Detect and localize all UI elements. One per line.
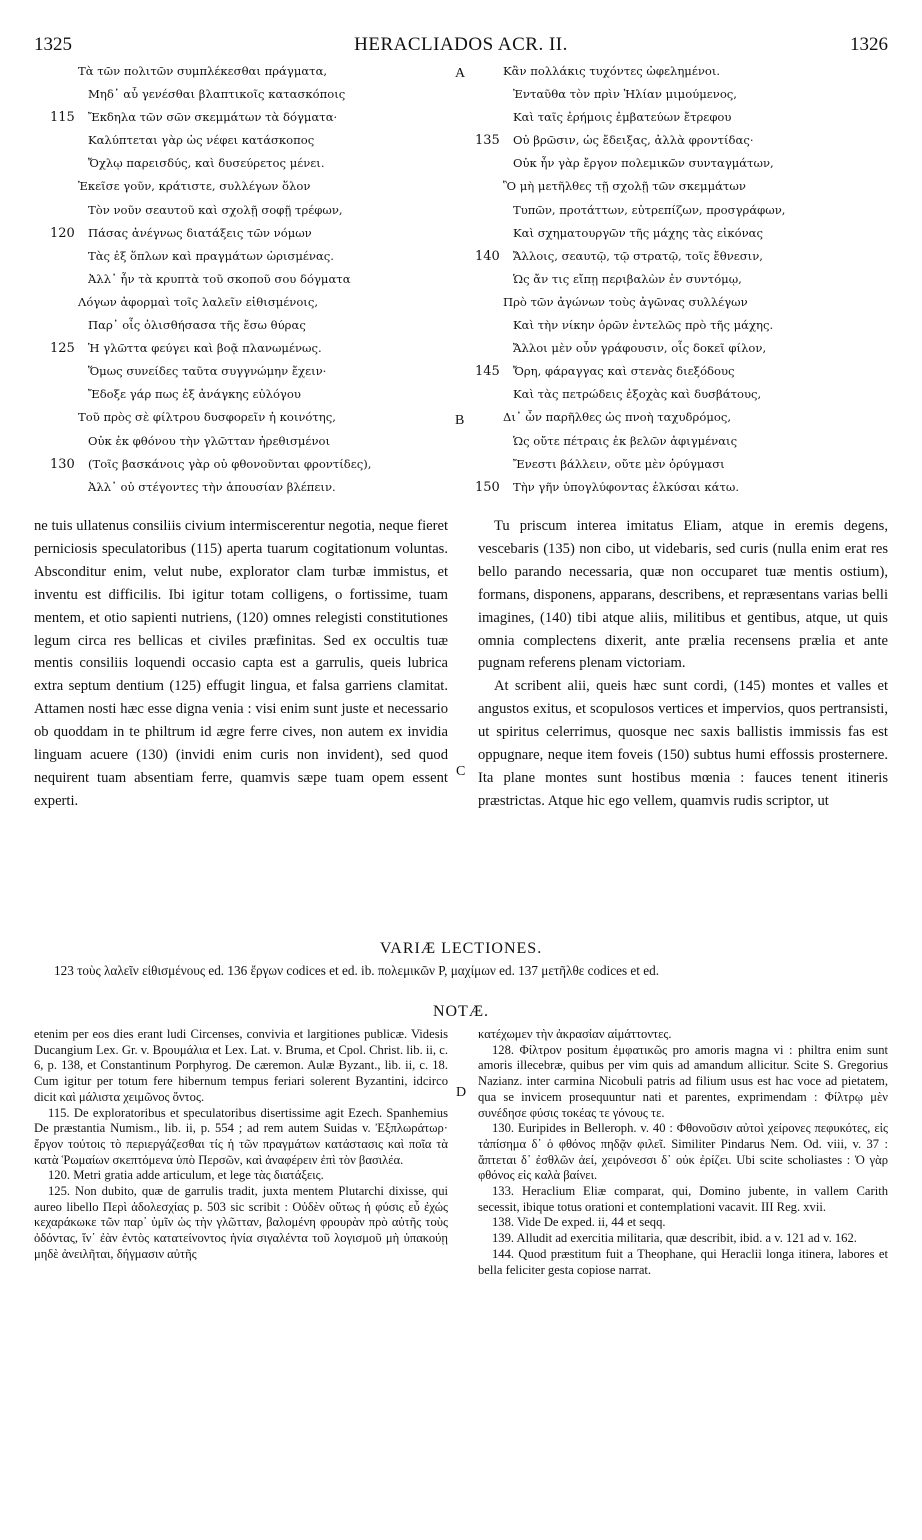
margin-letter-b: B	[455, 413, 465, 428]
verse-text: Λόγων ἀφορμαὶ τοῖς λαλεῖν εἰθισμένοις,	[78, 294, 319, 309]
verse-text: Ἐκεῖσε γοῦν, κράτιστε, συλλέγων ὅλον	[78, 179, 311, 194]
note-paragraph: κατέχωμεν τὴν ἀκρασίαν αἱμάττοντες.	[478, 1027, 672, 1041]
greek-verse-right-column	[475, 60, 895, 499]
verse-line	[50, 60, 460, 83]
verse-line	[475, 383, 895, 406]
verse-text: Ὡς ἄν τις εἴπῃ περιβαλὼν ἐν συντόμῳ,	[513, 271, 742, 286]
verse-number: 135	[475, 133, 500, 149]
note-paragraph: 144. Quod præstitum fuit a Theophane, qui Heraclii longa itinera, labores et bella feliciter gesta copiose narrat.	[478, 1246, 888, 1277]
verse-line	[50, 337, 460, 360]
note-paragraph: 138. Vide De exped. ii, 44 et seqq.	[492, 1215, 666, 1230]
verse-line	[475, 314, 895, 337]
verse-line	[475, 430, 895, 453]
verse-number: 140	[475, 248, 500, 264]
verse-text: Ἀλλ᾽ οὐ στέγοντες τὴν ἀπουσίαν βλέπειν.	[88, 479, 336, 494]
verse-line	[475, 106, 895, 129]
verse-text: Τὸν νοῦν σεαυτοῦ καὶ σχολῇ σοφῇ τρέφων,	[88, 202, 343, 217]
verse-text: Πάσας ἀνέγνως διατάξεις τῶν νόμων	[88, 225, 312, 240]
verse-line	[50, 129, 460, 152]
variae-lectiones-text: 123 τοὺς λαλεῖν εἰθισμένους ed. 136 ἔργων codices et ed. ib. πολεμικῶν P, μαχίμων ed. 137 μετῆλθε codices et ed.	[54, 963, 659, 978]
verse-text: Ἀλλ᾽ ἦν τὰ κρυπτὰ τοῦ σκοποῦ σου δόγματα	[88, 271, 351, 286]
verse-number: 150	[475, 479, 500, 495]
verse-line	[475, 60, 895, 83]
note-paragraph: 130. Euripides in Belleroph. v. 40 : Φθονοῦσιν αὐτοὶ χείρονες πεφυκότες, εἰς τἀπίσημα δ᾽ ὁ φθόνος πηδᾷν φιλεῖ. Similiter Pindarus Nem. Od. viii, v. 37 : ἅπτεται δ᾽ ἐσθλῶν ἀεί, χειρόνεσσι δ᾽ οὐκ ἐρίζει. Ubi scite scholiastes : Ὁ γὰρ φθόνος εἰς καλὰ βαίνει.	[478, 1121, 888, 1183]
verse-text: Τυπῶν, προτάττων, εὐτρεπίζων, προσγράφων,	[513, 202, 786, 217]
verse-number: 120	[50, 225, 75, 241]
verse-line	[475, 406, 895, 429]
verse-number: 115	[50, 110, 75, 126]
verse-text: Ἄλλοις, σεαυτῷ, τῷ στρατῷ, τοῖς ἔθνεσιν,	[513, 248, 763, 263]
verse-line	[50, 268, 460, 291]
verse-text: Καὶ τὰς πετρώδεις ἐξοχὰς καὶ δυσβάτους,	[513, 387, 762, 402]
page-number-right: 1326	[850, 34, 888, 55]
note-paragraph: 115. De exploratoribus et speculatoribus disertissime agit Ezech. Spanhemius De præstantia Numism., lib. ii, p. 554 ; ad rem autem Suidas v. Ἐξπλωράτωρ· ἔργον τούτοις τὸ περιεργάζεσθαι τίς ἡ τῶν πραγμάτων κατάστασις καὶ ποῖα τὰ κατὰ Ῥωμαίων σκεπτόμενα ὑπὸ Περσῶν, καὶ ἀναφέρειν ἐπὶ τὸν βασιλέα.	[34, 1105, 448, 1167]
latin-translation-right	[478, 515, 888, 813]
verse-line	[50, 245, 460, 268]
verse-text: Καὶ ταῖς ἐρήμοις ἐμβατεύων ἔτρεφου	[513, 110, 732, 125]
verse-line	[475, 83, 895, 106]
verse-line	[475, 245, 895, 268]
note-paragraph: 139. Alludit ad exercitia militaria, quæ describit, ibid. a v. 121 ad v. 162.	[492, 1231, 857, 1246]
running-title: HERACLIADOS ACR. II.	[354, 34, 568, 55]
page-header	[34, 34, 888, 56]
margin-letter-d: D	[456, 1085, 467, 1100]
greek-verse-left-column	[50, 60, 460, 499]
verse-line	[50, 406, 460, 429]
note-paragraph: 133. Heraclium Eliæ comparat, qui, Domino jubente, in vallem Carith secessit, ibique totus orationi et contemplationi vacavit. III Reg. xvii.	[478, 1184, 888, 1214]
verse-number: 125	[50, 341, 75, 357]
verse-text: Τὴν γῆν ὑπογλύφοντας ἑλκύσαι κάτω.	[513, 479, 740, 494]
verse-text: Ὄχλῳ παρεισδύς, καὶ δυσεύρετος μένει.	[88, 156, 325, 171]
verse-text: Ἡ γλῶττα φεύγει καὶ βοᾷ πλανωμένως.	[88, 341, 322, 356]
note-paragraph: etenim per eos dies erant ludi Circenses, convivia et largitiones publicæ. Videsis Ducangium Lex. Gr. v. Βρουμάλια et Lex. Lat. v. Bruma, et Cpol. Christ. lib. ii, c. 6, p. 138, et Constantinum Porphyrog. De cæremon. Aulæ Byzant., lib. ii, c. 18. Cum igitur per totum fere hibernum tempus feriari solerent Byzantini, idcirco dicit καὶ μάλιστα χειμῶνος ὄντος.	[34, 1027, 448, 1104]
notes-left-column	[34, 1027, 448, 1263]
verse-line	[50, 360, 460, 383]
verse-line	[50, 83, 460, 106]
verse-text: Πρὸ τῶν ἀγώνων τοὺς ἀγῶνας συλλέγων	[503, 294, 748, 309]
verse-line	[50, 199, 460, 222]
note-paragraph: 128. Φίλτρον positum ἐμφατικῶς pro amoris magna vi : philtra enim sunt amoris illecebræ, quibus per vim quis ad amandum allicitur. Scite S. Gregorius Nazianz. inter carmina Nicobuli patris ad filium usus est hac voce ad pietatem, qua se invicem prosequuntur nati et parentes, exprimendam : Φίλτρῳ μὲν συνέδησε φύσις τοκέας τε γόνους τε.	[478, 1042, 888, 1120]
verse-line	[50, 222, 460, 245]
verse-text: Οὐκ ἦν γὰρ ἔργον πολεμικῶν συνταγμάτων,	[513, 156, 774, 171]
verse-line	[50, 291, 460, 314]
verse-text: Ἄλλοι μὲν οὖν γράφουσιν, οἷς δοκεῖ φίλον,	[513, 341, 767, 356]
verse-line	[50, 106, 460, 129]
verse-line	[475, 291, 895, 314]
verse-line	[475, 175, 895, 198]
verse-line	[50, 453, 460, 476]
note-paragraph: 125. Non dubito, quæ de garrulis tradit, juxta mentem Plutarchi dixisse, qui aureo libello Περὶ ἀδολεσχίας p. 503 sic scribit : Οὐδὲν οὕτως ἡ φύσις εὖ ἐχώς κεχαράκωκε τῶν παρ᾽ ὑμῖν ὡς τὴν γλῶτταν, βαλομένη φρουρὰν πρὸ αὐτῆς τοὺς ὀδόντας, ἵν᾽ ἐὰν ἐντὸς κατατείνοντος ἡνία σιγαλέντα τοῦ λογισμοῦ μὴ ὑπακούῃ μηδὲ ἀνειλῆται, δήγμασιν αὐτῆς	[34, 1184, 448, 1261]
notes-right-column	[478, 1027, 888, 1278]
verse-line	[475, 222, 895, 245]
verse-text: Τὰ τῶν πολιτῶν συμπλέκεσθαι πράγματα,	[78, 64, 328, 78]
verse-text: Παρ᾽ οἷς ὀλισθήσασα τῆς ἔσω θύρας	[88, 318, 306, 333]
verse-text: Ὅμως συνείδες ταῦτα συγγνώμην ἔχειν·	[88, 364, 327, 379]
latin-translation-left	[34, 515, 448, 813]
verse-number: 130	[50, 456, 75, 472]
verse-text: Ἔνεστι βάλλειν, οὔτε μὲν ὀρύγμασι	[513, 456, 725, 471]
verse-text: Τοῦ πρὸς σὲ φίλτρου δυσφορεῖν ἡ κοινότης,	[78, 410, 336, 425]
note-paragraph: 120. Metri gratia adde articulum, et lege τὰς διατάξεις.	[48, 1168, 324, 1183]
verse-line	[50, 383, 460, 406]
verse-line	[475, 199, 895, 222]
verse-line	[475, 268, 895, 291]
verse-text: Ὃ μὴ μετῆλθες τῇ σχολῇ τῶν σκεμμάτων	[503, 179, 746, 194]
verse-line	[475, 152, 895, 175]
page-number-left: 1325	[34, 34, 72, 55]
verse-line	[475, 360, 895, 383]
verse-text: Ὡς οὔτε πέτραις ἐκ βελῶν ἀφιγμέναις	[513, 433, 738, 448]
verse-text: Κἂν πολλάκις τυχόντες ὠφελημένοι.	[503, 64, 721, 78]
verse-text: Τὰς ἐξ ὅπλων καὶ πραγμάτων ὡρισμένας.	[88, 248, 334, 263]
verse-text: (Τοῖς βασκάνοις γὰρ οὐ φθονοῦνται φροντίδες),	[88, 456, 372, 471]
verse-text: Καὶ σχηματουργῶν τῆς μάχης τὰς εἰκόνας	[513, 225, 763, 240]
latin-paragraph: ne tuis ullatenus consiliis civium intermiscerentur negotia, neque fieret perniciosis speculatoribus (115) aperta tuarum cogitationum voluntas. Absconditur enim, velut nube, explorator clam turbæ immistus, et inventu est difficilis. Ibi igitur totam colligens, o fortissime, tuam mentem, et otio sapienti nutriens, (120) omnes relegisti constitutiones legum circa res bellicas et civiles præfinitas. Sed ex occultis tuæ mentis consiliis loquendi occasio capta est a garrulis, queis lubrica extra septum dentium (125) effugit lingua, et falsa garriens clamitat. Attamen nosti hæc esse digna venia : visi enim sunt juste et necessario ob quoddam in te philtrum id ægre ferre cives, non autem ex invidia linguam acuere (130) (invidi enim curis non invident), sed quod nequirent tuam absentiam ferre, quamvis sæpe tuam opem essent experti.	[34, 518, 448, 809]
margin-letter-a: A	[455, 66, 466, 81]
verse-text: Ὄρη, φάραγγας καὶ στενὰς διεξόδους	[513, 364, 735, 379]
notae-heading: NOTÆ.	[432, 1003, 490, 1020]
verse-text: Ἐνταῦθα τὸν πρὶν Ἠλίαν μιμούμενος,	[513, 87, 737, 102]
verse-line	[475, 129, 895, 152]
verse-text: Ἔκδηλα τῶν σῶν σκεμμάτων τὰ δόγματα·	[88, 110, 338, 125]
verse-number: 145	[475, 364, 500, 380]
verse-text: Ἔδοξε γάρ πως ἐξ ἀνάγκης εὐλόγου	[88, 387, 301, 402]
verse-line	[50, 476, 460, 499]
verse-text: Καὶ τὴν νίκην ὁρῶν ἐντελῶς πρὸ τῆς μάχης.	[513, 318, 774, 333]
verse-text: Καλύπτεται γὰρ ὡς νέφει κατάσκοπος	[88, 133, 315, 148]
latin-paragraph: Tu priscum interea imitatus Eliam, atque in eremis degens, vescebaris (135) non cibo, ut videbaris, sed curis (nulla enim erat res bello parando necessaria, quæ non occuparet tuæ mentis ostium), formans, disponens, apparans, describens, et repræsentans varias belli imagines, (140) tibi atque aliis, militibus et gentibus, atque, ut quis omnia complectens dixerit, ante prælia recensens prælia et ante pugnam referens plenam victoriam.	[478, 518, 888, 672]
verse-text: Δι᾽ ὧν παρῆλθες ὡς πνοὴ ταχυδρόμος,	[503, 410, 732, 425]
verse-text: Οὐ βρῶσιν, ὡς ἔδειξας, ἀλλὰ φροντίδας·	[513, 133, 754, 148]
verse-line	[50, 175, 460, 198]
verse-line	[50, 430, 460, 453]
verse-line	[475, 337, 895, 360]
variae-lectiones-heading: VARIÆ LECTIONES.	[379, 940, 543, 957]
verse-text: Μηδ᾽ αὖ γενέσθαι βλαπτικοῖς κατασκόποις	[88, 87, 346, 102]
verse-text: Οὐκ ἐκ φθόνου τὴν γλῶτταν ἠρεθισμένοι	[88, 433, 331, 448]
margin-letter-c: C	[456, 764, 466, 779]
verse-line	[475, 476, 895, 499]
latin-paragraph: At scribent alii, queis hæc sunt cordi, (145) montes et valles et angustos exitus, et scopulosos vertices et impervios, quos pertransisti, ut spiritus celerrimus, quosque nec saxis ballistis immissis fas est oppugnare, neque item foveis (150) subtus humi effossis prosternere. Ita plane montes sunt hostibus mœnia : fauces tenent itineris præstrictas. Atque hic ego vellem, quamvis rudis scriptor, ut	[478, 678, 888, 809]
verse-line	[50, 314, 460, 337]
verse-line	[50, 152, 460, 175]
verse-line	[475, 453, 895, 476]
